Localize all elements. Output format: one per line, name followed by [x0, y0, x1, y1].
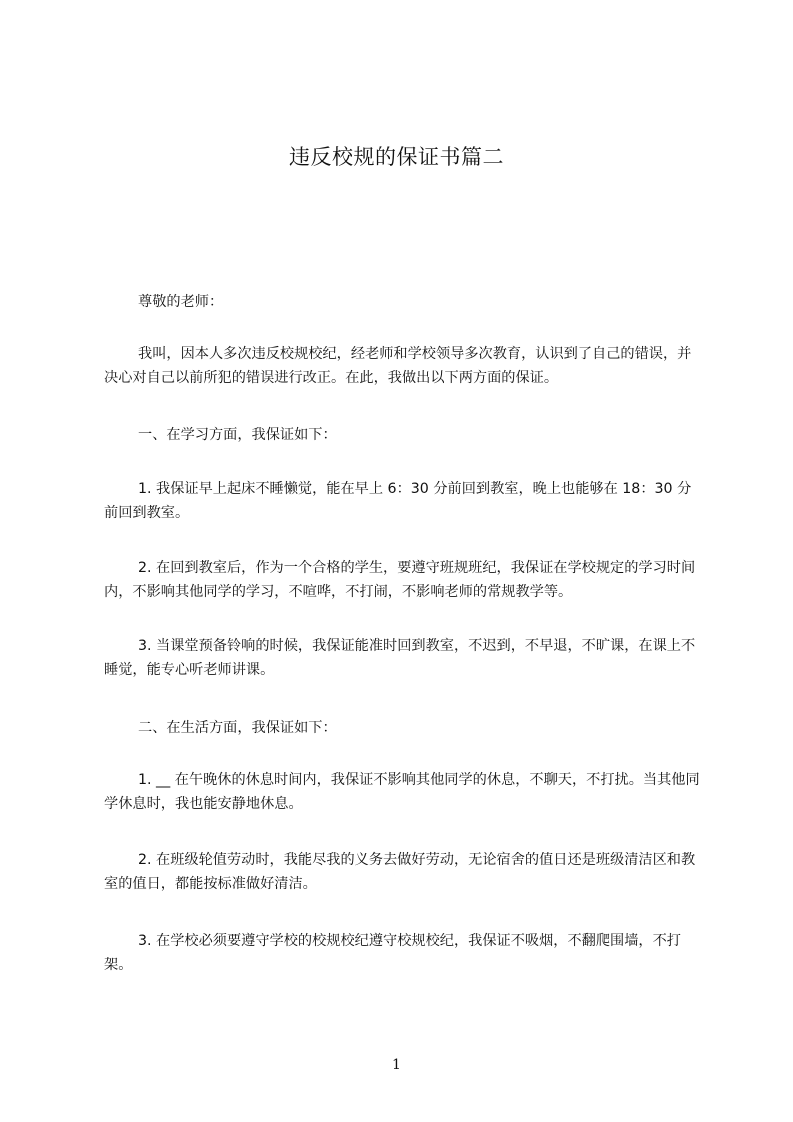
section1-item-3: 3. 当课堂预备铃响的时候，我保证能准时回到教室，不迟到，不早退，不旷课，在课上不睡觉，能专心听老师讲课。 — [104, 638, 696, 678]
section2-item-2: 2. 在班级轮值劳动时，我能尽我的义务去做好劳动，无论宿舍的值日还是班级清洁区和教室的值日，都能按标准做好清洁。 — [104, 852, 696, 892]
section1-item-2: 2. 在回到教室后，作为一个合格的学生，要遵守班规班纪，我保证在学校规定的学习时间内，不影响其他同学的学习，不喧哗，不打闹，不影响老师的常规教学等。 — [104, 560, 696, 600]
section1-heading: 一、在学习方面，我保证如下： — [138, 427, 337, 443]
document-title: 违反校规的保证书篇二 — [289, 145, 504, 169]
section1-item-1: 1. 我保证早上起床不睡懒觉，能在早上 6：30 分前回到教室，晚上也能够在 18：30 分前回到教室。 — [104, 481, 692, 521]
page-number: 1 — [392, 1057, 401, 1073]
section2-heading: 二、在生活方面，我保证如下： — [138, 720, 337, 736]
section2-item-3: 3. 在学校必须要遵守学校的校规校纪遵守校规校纪，我保证不吸烟，不翻爬围墙，不打架。 — [104, 933, 681, 973]
intro-paragraph: 我叫，因本人多次违反校规校纪，经老师和学校领导多次教育，认识到了自己的错误，并决心对自己以前所犯的错误进行改正。在此，我做出以下两方面的保证。 — [104, 346, 692, 386]
salutation: 尊敬的老师： — [138, 294, 224, 310]
section2-item-1: 1. __ 在午晚休的休息时间内，我保证不影响其他同学的休息，不聊天，不打扰。当其他同学休息时，我也能安静地休息。 — [104, 772, 700, 812]
